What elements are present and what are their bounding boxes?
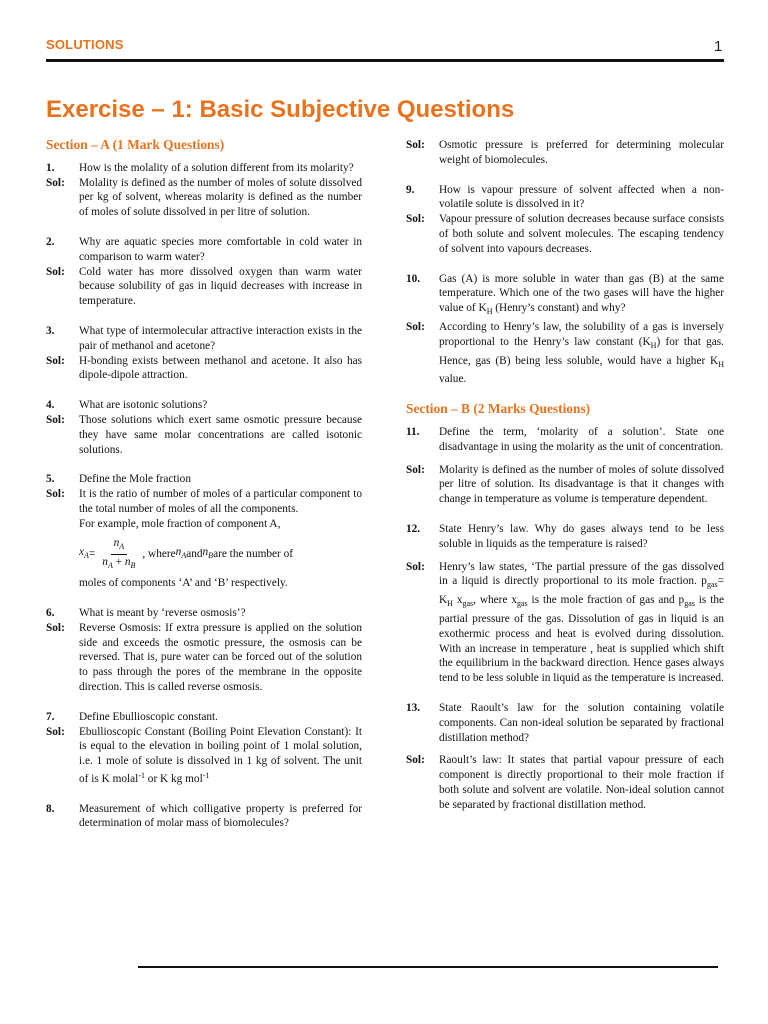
sol-label: Sol:	[46, 265, 65, 278]
question-text: Why are aquatic species more comfortable in cold water in comparison to warm water?	[79, 235, 362, 263]
answer-12	[406, 560, 724, 686]
question-text: Define the term, ‘molarity of a solution’. State one disadvantage in using the molarity as the unit of concentration.	[439, 425, 724, 453]
answer-5	[46, 487, 362, 591]
answer-text: Those solutions which exert same osmotic pressure because they have same molar concentrations are called isotonic solutions.	[79, 413, 362, 456]
answer-10	[406, 320, 724, 387]
answer-text: H-bonding exists between methanol and acetone. It also has dipole-dipole attraction.	[79, 354, 362, 382]
sol-label: Sol:	[406, 463, 425, 476]
question-number: 4.	[46, 399, 55, 412]
answer-13	[406, 753, 724, 812]
mole-fraction-formula: $x_A$ = $\frac{n_A}{n_A + n_B}$ , where $n_A$ and $n_B$ are the number of	[79, 536, 362, 575]
answer-text: Vapour pressure of solution decreases because surface consists of both solute and solvent molecules. The escaping tendency of solvent into vapours decreases.	[439, 213, 724, 255]
right-column	[406, 138, 724, 812]
sol-label: Sol:	[46, 354, 65, 367]
question-text: How is the molality of a solution different from its molarity?	[79, 161, 354, 174]
answer-text: It is the ratio of number of moles of a particular component to the total number of moles of all the components.	[79, 488, 362, 515]
question-text: Define Ebullioscopic constant.	[79, 710, 218, 723]
question-number: 12.	[406, 522, 421, 535]
sol-label: Sol:	[46, 621, 65, 634]
sol-label: Sol:	[46, 176, 65, 189]
answer-text: Raoult’s law: It states that partial vapour pressure of each component is directly proportional to their mole fraction if both solute and solvent are volatile. Non-ideal solution cannot be separated by fractional distillation method.	[439, 754, 724, 811]
question-10	[406, 272, 724, 320]
sol-label: Sol:	[406, 320, 425, 333]
question-text: State Raoult’s law for the solution containing volatile components. Can non-ideal solution be separated by fractional distillation method?	[439, 701, 724, 744]
answer-2	[46, 265, 362, 309]
question-3	[46, 324, 362, 354]
answer-9	[406, 212, 724, 256]
question-1	[46, 161, 362, 176]
question-12	[406, 522, 724, 552]
answer-text: Cold water has more dissolved oxygen than warm water because solubility of gas in liquid decreases with increase in temperature.	[79, 265, 362, 308]
question-11	[406, 425, 724, 455]
example-text-end: moles of components ‘A’ and ‘B’ respectively.	[79, 577, 288, 590]
left-column	[46, 138, 362, 831]
header-chapter-label: SOLUTIONS	[46, 37, 124, 52]
fraction: $\frac{n_A}{n_A + n_B}$	[102, 536, 136, 571]
question-number: 10.	[406, 272, 421, 285]
question-13	[406, 701, 724, 745]
question-text: Measurement of which colligative property is preferred for determination of molar mass of biomolecules?	[79, 802, 362, 830]
answer-text: Molarity is defined as the number of moles of solute dissolved per litre of solution. Its disadvantage is that it changes with change in temperature as volume is temperature dependent.	[439, 463, 724, 506]
answer-8	[406, 138, 724, 168]
question-7	[46, 710, 362, 725]
question-number: 7.	[46, 710, 55, 723]
question-6	[46, 606, 362, 621]
sol-label: Sol:	[46, 488, 65, 501]
answer-4	[46, 413, 362, 457]
question-text: State Henry’s law. Why do gases always tend to be less soluble in liquids as the temperature is raised?	[439, 522, 724, 550]
question-number: 5.	[46, 473, 55, 486]
sol-label: Sol:	[46, 413, 65, 426]
question-text: Define the Mole fraction	[79, 473, 191, 486]
question-5	[46, 472, 362, 487]
answer-1	[46, 176, 362, 220]
question-number: 8.	[46, 802, 55, 815]
question-2	[46, 235, 362, 265]
question-text: What are isotonic solutions?	[79, 399, 208, 412]
answer-text: According to Henry’s law, the solubility of a gas is inversely proportional to the Henry’s law constant $(K_H)$ for that gas. Hence, gas (B) being less soluble, would have a higher $K_H$ value.	[439, 320, 725, 386]
section-b-heading: Section – B (2 Marks Questions)	[406, 401, 591, 417]
sol-label: Sol:	[406, 139, 425, 151]
answer-text: Henry’s law states, ‘The partial pressure of the gas dissolved in a liquid is directly proportional to its mole fraction. $p_{gas}= K_H$ $x_{gas}$, where $x_{gas}$ is the mole fraction of gas and $p_{gas}$ is the partial pressure of the gas. Dissolution of gas in liquid is an exothermic process and heat is evolved during dissolution. With an increase in temperature , heat is supplied which shift the equilibrium in the backward direction. Hence gases always tend to be less soluble in liquid as the temperature is increased.	[439, 560, 724, 685]
question-4	[46, 398, 362, 413]
answer-3	[46, 354, 362, 384]
sol-label: Sol:	[406, 213, 425, 226]
answer-text: Reverse Osmosis: If extra pressure is applied on the solution side and exceeds the osmotic pressure, the osmosis can be reversed. That is, pure water can be forced out of the solution to pass through the pores of the membrane in the opposite direction. This is called reverse osmosis.	[79, 621, 362, 693]
answer-6	[46, 621, 362, 695]
header-divider	[46, 59, 724, 62]
footer-divider	[138, 966, 718, 968]
section-a-heading: Section – A (1 Mark Questions)	[46, 137, 225, 152]
question-number: 3.	[46, 324, 55, 337]
page-number: 1	[714, 38, 723, 55]
question-9	[406, 183, 724, 213]
answer-text: Osmotic pressure is preferred for determining molecular weight of biomolecules.	[439, 139, 724, 166]
question-text: How is vapour pressure of solvent affected when a non-volatile solute is dissolved in it?	[439, 183, 724, 211]
question-number: 6.	[46, 606, 55, 619]
question-number: 11.	[406, 425, 420, 438]
answer-11	[406, 463, 724, 507]
answer-text: Molality is defined as the number of moles of solute dissolved per kg of solvent, whereas molarity is defined as the number of moles of solute dissolved in per litre of solution.	[79, 176, 362, 219]
exercise-title: Exercise – 1: Basic Subjective Questions	[46, 96, 515, 123]
question-text: What is meant by ‘reverse osmosis’?	[79, 606, 246, 619]
question-number: 9.	[406, 183, 415, 196]
example-text: For example, mole fraction of component A,	[79, 517, 281, 530]
sol-label: Sol:	[46, 725, 65, 738]
question-number: 2.	[46, 235, 55, 248]
sol-label: Sol:	[406, 560, 425, 573]
question-text: Gas (A) is more soluble in water than gas (B) at the same temperature. Which one of the two gases will have the higher value of $K_H$ (Henry’s constant) and why?	[439, 272, 724, 317]
question-number: 1.	[46, 161, 55, 174]
question-number: 13.	[406, 701, 421, 714]
question-8	[46, 802, 362, 832]
question-text: What type of intermolecular attractive interaction exists in the pair of methanol and acetone?	[79, 324, 362, 352]
answer-7	[46, 725, 362, 787]
answer-text: Ebullioscopic Constant (Boiling Point Elevation Constant): It is equal to the elevation in boiling point of 1 molal solution, i.e. 1 mole of solute is dissolved in 1 kg of solvent. The unit of is K molal$^{-1}$ or K kg mol$^{-1}$	[79, 725, 362, 785]
sol-label: Sol:	[406, 754, 425, 767]
